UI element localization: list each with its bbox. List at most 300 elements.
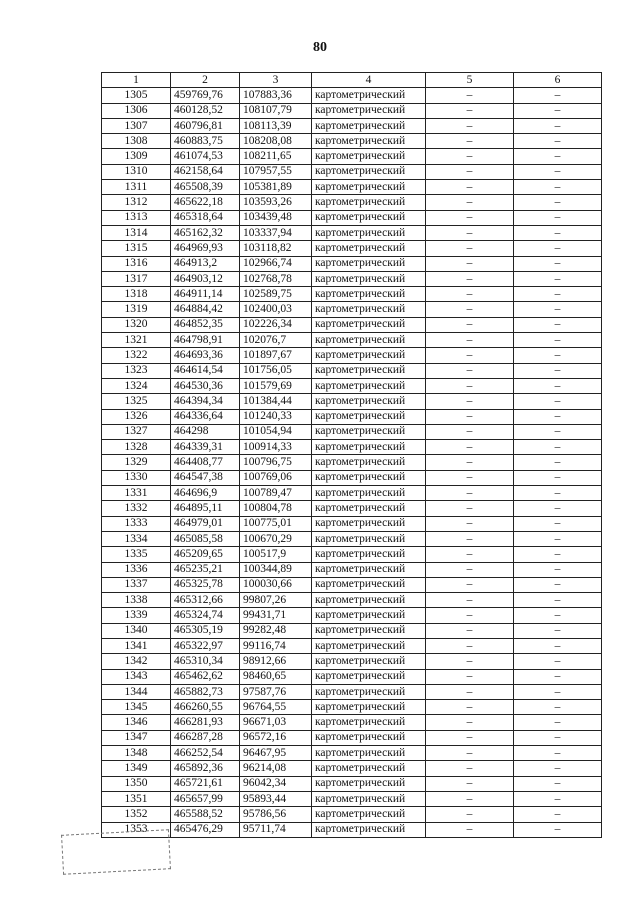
x-coordinate-cell: 465085,58 <box>171 531 240 546</box>
point-number-cell: 1306 <box>102 103 171 118</box>
method-cell: картометрический <box>312 256 426 271</box>
table-row <box>102 210 602 225</box>
table-row <box>102 730 602 745</box>
x-coordinate-cell: 465882,73 <box>171 684 240 699</box>
y-coordinate-cell: 96042,34 <box>240 776 312 791</box>
table-row <box>102 501 602 516</box>
column-5-cell: – <box>426 577 514 592</box>
table-row <box>102 746 602 761</box>
point-number-cell: 1308 <box>102 134 171 149</box>
column-5-cell: – <box>426 88 514 103</box>
method-cell: картометрический <box>312 470 426 485</box>
method-cell: картометрический <box>312 623 426 638</box>
method-cell: картометрический <box>312 271 426 286</box>
y-coordinate-cell: 100030,66 <box>240 577 312 592</box>
x-coordinate-cell: 464394,34 <box>171 394 240 409</box>
column-6-cell: – <box>514 149 602 164</box>
column-6-cell: – <box>514 348 602 363</box>
x-coordinate-cell: 465162,32 <box>171 225 240 240</box>
method-cell: картометрический <box>312 730 426 745</box>
column-5-cell: – <box>426 562 514 577</box>
point-number-cell: 1315 <box>102 241 171 256</box>
method-cell: картометрический <box>312 562 426 577</box>
column-6-cell: – <box>514 486 602 501</box>
column-6-cell: – <box>514 654 602 669</box>
column-6-cell: – <box>514 271 602 286</box>
x-coordinate-cell: 464969,93 <box>171 241 240 256</box>
point-number-cell: 1334 <box>102 531 171 546</box>
method-cell: картометрический <box>312 791 426 806</box>
coordinates-table <box>101 72 602 838</box>
point-number-cell: 1342 <box>102 654 171 669</box>
method-cell: картометрический <box>312 501 426 516</box>
point-number-cell: 1329 <box>102 455 171 470</box>
method-cell: картометрический <box>312 225 426 240</box>
method-cell: картометрический <box>312 424 426 439</box>
column-5-cell: – <box>426 256 514 271</box>
table-row <box>102 562 602 577</box>
x-coordinate-cell: 465310,34 <box>171 654 240 669</box>
column-5-cell: – <box>426 501 514 516</box>
y-coordinate-cell: 103337,94 <box>240 225 312 240</box>
column-5-cell: – <box>426 761 514 776</box>
column-5-cell: – <box>426 531 514 546</box>
method-cell: картометрический <box>312 164 426 179</box>
point-number-cell: 1312 <box>102 195 171 210</box>
table-row <box>102 333 602 348</box>
table-row <box>102 195 602 210</box>
y-coordinate-cell: 101054,94 <box>240 424 312 439</box>
point-number-cell: 1344 <box>102 684 171 699</box>
table-row <box>102 547 602 562</box>
x-coordinate-cell: 465324,74 <box>171 608 240 623</box>
x-coordinate-cell: 465721,61 <box>171 776 240 791</box>
column-6-cell: – <box>514 118 602 133</box>
method-cell: картометрический <box>312 455 426 470</box>
column-5-cell: – <box>426 378 514 393</box>
column-6-cell: – <box>514 164 602 179</box>
table-row <box>102 516 602 531</box>
column-5-cell: – <box>426 608 514 623</box>
y-coordinate-cell: 100789,47 <box>240 486 312 501</box>
y-coordinate-cell: 100670,29 <box>240 531 312 546</box>
method-cell: картометрический <box>312 531 426 546</box>
x-coordinate-cell: 459769,76 <box>171 88 240 103</box>
x-coordinate-cell: 464852,35 <box>171 317 240 332</box>
point-number-cell: 1321 <box>102 333 171 348</box>
table-row <box>102 88 602 103</box>
column-5-cell: – <box>426 241 514 256</box>
point-number-cell: 1328 <box>102 440 171 455</box>
method-cell: картометрический <box>312 195 426 210</box>
official-stamp <box>61 829 171 875</box>
table-row <box>102 638 602 653</box>
y-coordinate-cell: 99116,74 <box>240 638 312 653</box>
y-coordinate-cell: 108211,65 <box>240 149 312 164</box>
table-row <box>102 256 602 271</box>
point-number-cell: 1310 <box>102 164 171 179</box>
point-number-cell: 1325 <box>102 394 171 409</box>
column-5-cell: – <box>426 700 514 715</box>
point-number-cell: 1340 <box>102 623 171 638</box>
x-coordinate-cell: 464693,36 <box>171 348 240 363</box>
y-coordinate-cell: 102226,34 <box>240 317 312 332</box>
column-6-cell: – <box>514 409 602 424</box>
y-coordinate-cell: 101897,67 <box>240 348 312 363</box>
method-cell: картометрический <box>312 409 426 424</box>
y-coordinate-cell: 96671,03 <box>240 715 312 730</box>
column-6-cell: – <box>514 424 602 439</box>
column-5-cell: – <box>426 776 514 791</box>
table-row <box>102 776 602 791</box>
method-cell: картометрический <box>312 287 426 302</box>
table-row <box>102 363 602 378</box>
method-cell: картометрический <box>312 333 426 348</box>
column-5-cell: – <box>426 134 514 149</box>
y-coordinate-cell: 99807,26 <box>240 593 312 608</box>
table-row <box>102 440 602 455</box>
method-cell: картометрический <box>312 761 426 776</box>
column-6-cell: – <box>514 684 602 699</box>
point-number-cell: 1316 <box>102 256 171 271</box>
point-number-cell: 1323 <box>102 363 171 378</box>
method-cell: картометрический <box>312 241 426 256</box>
column-5-cell: – <box>426 103 514 118</box>
method-cell: картометрический <box>312 378 426 393</box>
y-coordinate-cell: 100796,75 <box>240 455 312 470</box>
column-6-cell: – <box>514 730 602 745</box>
y-coordinate-cell: 102076,7 <box>240 333 312 348</box>
table-row <box>102 149 602 164</box>
method-cell: картометрический <box>312 134 426 149</box>
point-number-cell: 1309 <box>102 149 171 164</box>
y-coordinate-cell: 100775,01 <box>240 516 312 531</box>
y-coordinate-cell: 101384,44 <box>240 394 312 409</box>
column-6-cell: – <box>514 669 602 684</box>
column-6-cell: – <box>514 210 602 225</box>
x-coordinate-cell: 465318,64 <box>171 210 240 225</box>
table-row <box>102 700 602 715</box>
y-coordinate-cell: 108208,08 <box>240 134 312 149</box>
x-coordinate-cell: 464979,01 <box>171 516 240 531</box>
y-coordinate-cell: 96572,16 <box>240 730 312 745</box>
column-6-cell: – <box>514 577 602 592</box>
column-header: 6 <box>514 73 602 88</box>
column-5-cell: – <box>426 195 514 210</box>
table-row <box>102 822 602 837</box>
column-5-cell: – <box>426 684 514 699</box>
table-header-row <box>102 73 602 88</box>
column-6-cell: – <box>514 378 602 393</box>
x-coordinate-cell: 461074,53 <box>171 149 240 164</box>
column-6-cell: – <box>514 608 602 623</box>
method-cell: картометрический <box>312 103 426 118</box>
table-row <box>102 761 602 776</box>
table-row <box>102 348 602 363</box>
table-row <box>102 455 602 470</box>
x-coordinate-cell: 460796,81 <box>171 118 240 133</box>
method-cell: картометрический <box>312 715 426 730</box>
x-coordinate-cell: 464884,42 <box>171 302 240 317</box>
method-cell: картометрический <box>312 776 426 791</box>
x-coordinate-cell: 464696,9 <box>171 486 240 501</box>
method-cell: картометрический <box>312 486 426 501</box>
column-6-cell: – <box>514 470 602 485</box>
y-coordinate-cell: 108113,39 <box>240 118 312 133</box>
method-cell: картометрический <box>312 149 426 164</box>
point-number-cell: 1319 <box>102 302 171 317</box>
column-5-cell: – <box>426 807 514 822</box>
column-5-cell: – <box>426 516 514 531</box>
column-6-cell: – <box>514 700 602 715</box>
point-number-cell: 1327 <box>102 424 171 439</box>
method-cell: картометрический <box>312 638 426 653</box>
column-6-cell: – <box>514 593 602 608</box>
point-number-cell: 1313 <box>102 210 171 225</box>
table-row <box>102 791 602 806</box>
y-coordinate-cell: 102768,78 <box>240 271 312 286</box>
column-6-cell: – <box>514 241 602 256</box>
column-5-cell: – <box>426 593 514 608</box>
column-5-cell: – <box>426 791 514 806</box>
x-coordinate-cell: 464547,38 <box>171 470 240 485</box>
x-coordinate-cell: 465508,39 <box>171 180 240 195</box>
table-row <box>102 654 602 669</box>
column-5-cell: – <box>426 547 514 562</box>
method-cell: картометрический <box>312 807 426 822</box>
table-row <box>102 118 602 133</box>
column-6-cell: – <box>514 88 602 103</box>
table-row <box>102 180 602 195</box>
point-number-cell: 1305 <box>102 88 171 103</box>
x-coordinate-cell: 464298 <box>171 424 240 439</box>
column-6-cell: – <box>514 531 602 546</box>
column-header: 1 <box>102 73 171 88</box>
table-row <box>102 317 602 332</box>
column-6-cell: – <box>514 134 602 149</box>
y-coordinate-cell: 100914,33 <box>240 440 312 455</box>
method-cell: картометрический <box>312 684 426 699</box>
column-5-cell: – <box>426 409 514 424</box>
column-6-cell: – <box>514 822 602 837</box>
y-coordinate-cell: 98912,66 <box>240 654 312 669</box>
column-6-cell: – <box>514 195 602 210</box>
method-cell: картометрический <box>312 822 426 837</box>
table-row <box>102 134 602 149</box>
table-row <box>102 378 602 393</box>
point-number-cell: 1343 <box>102 669 171 684</box>
table-row <box>102 623 602 638</box>
y-coordinate-cell: 95786,56 <box>240 807 312 822</box>
column-6-cell: – <box>514 455 602 470</box>
point-number-cell: 1317 <box>102 271 171 286</box>
table-row <box>102 164 602 179</box>
column-5-cell: – <box>426 180 514 195</box>
y-coordinate-cell: 97587,76 <box>240 684 312 699</box>
point-number-cell: 1350 <box>102 776 171 791</box>
table-row <box>102 715 602 730</box>
method-cell: картометрический <box>312 363 426 378</box>
y-coordinate-cell: 103118,82 <box>240 241 312 256</box>
column-header: 3 <box>240 73 312 88</box>
x-coordinate-cell: 464408,77 <box>171 455 240 470</box>
column-6-cell: – <box>514 103 602 118</box>
page-number: 80 <box>313 40 327 55</box>
x-coordinate-cell: 465476,29 <box>171 822 240 837</box>
y-coordinate-cell: 107883,36 <box>240 88 312 103</box>
method-cell: картометрический <box>312 654 426 669</box>
x-coordinate-cell: 466287,28 <box>171 730 240 745</box>
point-number-cell: 1324 <box>102 378 171 393</box>
x-coordinate-cell: 465462,62 <box>171 669 240 684</box>
table-row <box>102 577 602 592</box>
point-number-cell: 1332 <box>102 501 171 516</box>
method-cell: картометрический <box>312 608 426 623</box>
column-5-cell: – <box>426 164 514 179</box>
x-coordinate-cell: 460883,75 <box>171 134 240 149</box>
table-row <box>102 807 602 822</box>
method-cell: картометрический <box>312 348 426 363</box>
point-number-cell: 1322 <box>102 348 171 363</box>
method-cell: картометрический <box>312 700 426 715</box>
y-coordinate-cell: 96467,95 <box>240 746 312 761</box>
point-number-cell: 1346 <box>102 715 171 730</box>
x-coordinate-cell: 465312,66 <box>171 593 240 608</box>
column-6-cell: – <box>514 638 602 653</box>
column-6-cell: – <box>514 317 602 332</box>
point-number-cell: 1345 <box>102 700 171 715</box>
table-row <box>102 424 602 439</box>
x-coordinate-cell: 465657,99 <box>171 791 240 806</box>
column-5-cell: – <box>426 715 514 730</box>
y-coordinate-cell: 99282,48 <box>240 623 312 638</box>
method-cell: картометрический <box>312 669 426 684</box>
column-6-cell: – <box>514 394 602 409</box>
method-cell: картометрический <box>312 210 426 225</box>
column-5-cell: – <box>426 623 514 638</box>
column-6-cell: – <box>514 440 602 455</box>
y-coordinate-cell: 107957,55 <box>240 164 312 179</box>
x-coordinate-cell: 464339,31 <box>171 440 240 455</box>
column-6-cell: – <box>514 807 602 822</box>
column-6-cell: – <box>514 180 602 195</box>
y-coordinate-cell: 100769,06 <box>240 470 312 485</box>
column-5-cell: – <box>426 424 514 439</box>
method-cell: картометрический <box>312 516 426 531</box>
x-coordinate-cell: 465588,52 <box>171 807 240 822</box>
table-row <box>102 669 602 684</box>
y-coordinate-cell: 95711,74 <box>240 822 312 837</box>
point-number-cell: 1348 <box>102 746 171 761</box>
method-cell: картометрический <box>312 746 426 761</box>
column-5-cell: – <box>426 822 514 837</box>
column-6-cell: – <box>514 287 602 302</box>
y-coordinate-cell: 102966,74 <box>240 256 312 271</box>
point-number-cell: 1326 <box>102 409 171 424</box>
column-5-cell: – <box>426 455 514 470</box>
y-coordinate-cell: 103439,48 <box>240 210 312 225</box>
column-6-cell: – <box>514 746 602 761</box>
x-coordinate-cell: 465622,18 <box>171 195 240 210</box>
y-coordinate-cell: 98460,65 <box>240 669 312 684</box>
column-header: 5 <box>426 73 514 88</box>
point-number-cell: 1314 <box>102 225 171 240</box>
y-coordinate-cell: 96214,08 <box>240 761 312 776</box>
table-row <box>102 470 602 485</box>
column-5-cell: – <box>426 287 514 302</box>
column-6-cell: – <box>514 256 602 271</box>
column-5-cell: – <box>426 210 514 225</box>
column-6-cell: – <box>514 363 602 378</box>
table-row <box>102 271 602 286</box>
method-cell: картометрический <box>312 577 426 592</box>
y-coordinate-cell: 101240,33 <box>240 409 312 424</box>
method-cell: картометрический <box>312 394 426 409</box>
table-body <box>102 88 602 838</box>
point-number-cell: 1341 <box>102 638 171 653</box>
table-row <box>102 531 602 546</box>
y-coordinate-cell: 101756,05 <box>240 363 312 378</box>
table-row <box>102 302 602 317</box>
x-coordinate-cell: 462158,64 <box>171 164 240 179</box>
x-coordinate-cell: 464798,91 <box>171 333 240 348</box>
method-cell: картометрический <box>312 88 426 103</box>
column-5-cell: – <box>426 394 514 409</box>
column-5-cell: – <box>426 470 514 485</box>
table-row <box>102 593 602 608</box>
column-6-cell: – <box>514 791 602 806</box>
column-5-cell: – <box>426 225 514 240</box>
column-5-cell: – <box>426 348 514 363</box>
column-6-cell: – <box>514 516 602 531</box>
y-coordinate-cell: 101579,69 <box>240 378 312 393</box>
x-coordinate-cell: 464336,64 <box>171 409 240 424</box>
y-coordinate-cell: 96764,55 <box>240 700 312 715</box>
point-number-cell: 1311 <box>102 180 171 195</box>
column-5-cell: – <box>426 333 514 348</box>
x-coordinate-cell: 465209,65 <box>171 547 240 562</box>
x-coordinate-cell: 465235,21 <box>171 562 240 577</box>
x-coordinate-cell: 466252,54 <box>171 746 240 761</box>
column-5-cell: – <box>426 363 514 378</box>
point-number-cell: 1339 <box>102 608 171 623</box>
method-cell: картометрический <box>312 302 426 317</box>
y-coordinate-cell: 108107,79 <box>240 103 312 118</box>
table-row <box>102 225 602 240</box>
point-number-cell: 1307 <box>102 118 171 133</box>
point-number-cell: 1347 <box>102 730 171 745</box>
column-5-cell: – <box>426 302 514 317</box>
point-number-cell: 1352 <box>102 807 171 822</box>
x-coordinate-cell: 465325,78 <box>171 577 240 592</box>
x-coordinate-cell: 465892,36 <box>171 761 240 776</box>
y-coordinate-cell: 100517,9 <box>240 547 312 562</box>
x-coordinate-cell: 464614,54 <box>171 363 240 378</box>
point-number-cell: 1337 <box>102 577 171 592</box>
column-5-cell: – <box>426 440 514 455</box>
point-number-cell: 1338 <box>102 593 171 608</box>
column-5-cell: – <box>426 746 514 761</box>
point-number-cell: 1335 <box>102 547 171 562</box>
point-number-cell: 1320 <box>102 317 171 332</box>
point-number-cell: 1331 <box>102 486 171 501</box>
table-row <box>102 608 602 623</box>
column-6-cell: – <box>514 715 602 730</box>
table-row <box>102 103 602 118</box>
x-coordinate-cell: 466260,55 <box>171 700 240 715</box>
table-row <box>102 394 602 409</box>
x-coordinate-cell: 464530,36 <box>171 378 240 393</box>
